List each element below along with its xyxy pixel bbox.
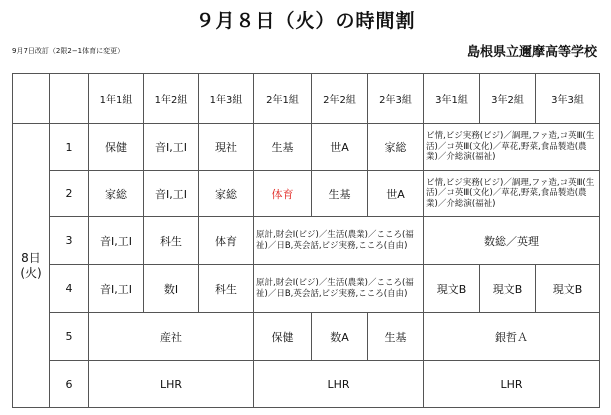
period-row-6 — [13, 361, 600, 408]
class-header: 1年1組 — [89, 74, 144, 124]
class-header: 1年3組 — [199, 74, 254, 124]
period-row-2 — [13, 171, 600, 217]
class-header: 2年2組 — [312, 74, 368, 124]
subject-cell: 家総 — [368, 124, 424, 171]
page-title: ９月８日（火）の時間割 — [195, 10, 416, 32]
first-year-combined-cell: LHR — [89, 361, 254, 408]
class-header: 2年3組 — [368, 74, 424, 124]
class-header: 1年2組 — [144, 74, 199, 124]
subject-cell: 世A — [368, 171, 424, 217]
subject-cell: 体育 — [199, 217, 254, 265]
subject-cell: 科生 — [199, 265, 254, 313]
period-row-1 — [13, 124, 600, 171]
second-year-combined-cell: LHR — [254, 361, 424, 408]
period-row-3 — [13, 217, 600, 265]
subject-cell: 音Ⅰ,工Ⅰ — [144, 124, 199, 171]
second-year-elective-cell: 原計,財会Ⅰ(ビジ)／生活(農業)／こころ(福祉)／日B,英会話,ビジ実務,こころ(自由) — [254, 265, 424, 313]
day-cell — [13, 124, 50, 408]
period-number: 1 — [50, 124, 89, 171]
third-year-combined-cell: LHR — [424, 361, 600, 408]
subject-cell: 生基 — [312, 171, 368, 217]
subject-cell: 数A — [312, 313, 368, 361]
period-number: 5 — [50, 313, 89, 361]
second-year-elective-cell: 原計,財会Ⅰ(ビジ)／生活(農業)／こころ(福祉)／日B,英会話,ビジ実務,こころ(自由) — [254, 217, 424, 265]
subject-cell: 保健 — [89, 124, 144, 171]
third-year-elective-cell: ビ情,ビジ実務(ビジ)／調理,ファ造,コ英Ⅲ(生活)／コ英Ⅲ(文化)／草花,野菜,食品製造(農業)／介総演(福祉) — [424, 171, 600, 217]
day-weekday: (火) — [20, 265, 42, 280]
subject-cell: 科生 — [144, 217, 199, 265]
subject-cell: 現社 — [199, 124, 254, 171]
subject-cell: 音Ⅰ,工Ⅰ — [89, 217, 144, 265]
subject-cell: 現文B — [536, 265, 600, 313]
class-header: 3年1組 — [424, 74, 480, 124]
subject-cell: 生基 — [368, 313, 424, 361]
third-year-elective-cell: 数総／英理 — [424, 217, 600, 265]
class-header: 2年1組 — [254, 74, 312, 124]
timetable — [12, 73, 600, 408]
period-number: 3 — [50, 217, 89, 265]
subject-cell: 現文B — [480, 265, 536, 313]
corner-cell — [13, 74, 50, 124]
first-year-combined-cell: 産社 — [89, 313, 254, 361]
subject-cell: 現文B — [424, 265, 480, 313]
class-header: 3年3組 — [536, 74, 600, 124]
subject-cell: 保健 — [254, 313, 312, 361]
school-name: 島根県立邇摩高等学校 — [466, 45, 597, 60]
period-number: 6 — [50, 361, 89, 408]
period-row-4 — [13, 265, 600, 313]
day-date: 8日 — [21, 250, 41, 265]
period-row-5 — [13, 313, 600, 361]
subject-cell: 数Ⅰ — [144, 265, 199, 313]
class-header: 3年2組 — [480, 74, 536, 124]
subject-cell: 音Ⅰ,工Ⅰ — [89, 265, 144, 313]
subject-cell: 家総 — [199, 171, 254, 217]
corner-cell — [50, 74, 89, 124]
period-number: 4 — [50, 265, 89, 313]
header-row — [13, 74, 600, 124]
third-year-combined-cell: 銀哲Ａ — [424, 313, 600, 361]
subject-cell: 生基 — [254, 124, 312, 171]
subject-cell: 音Ⅰ,工Ⅰ — [144, 171, 199, 217]
changed-subject-cell: 体育 — [254, 171, 312, 217]
third-year-elective-cell: ビ情,ビジ実務(ビジ)／調理,ファ造,コ英Ⅲ(生活)／コ英Ⅲ(文化)／草花,野菜,食品製造(農業)／介総演(福祉) — [424, 124, 600, 171]
subject-cell: 世A — [312, 124, 368, 171]
subject-cell: 家総 — [89, 171, 144, 217]
revision-note: 9月7日改訂（2限2−1体育に変更） — [12, 47, 125, 55]
period-number: 2 — [50, 171, 89, 217]
